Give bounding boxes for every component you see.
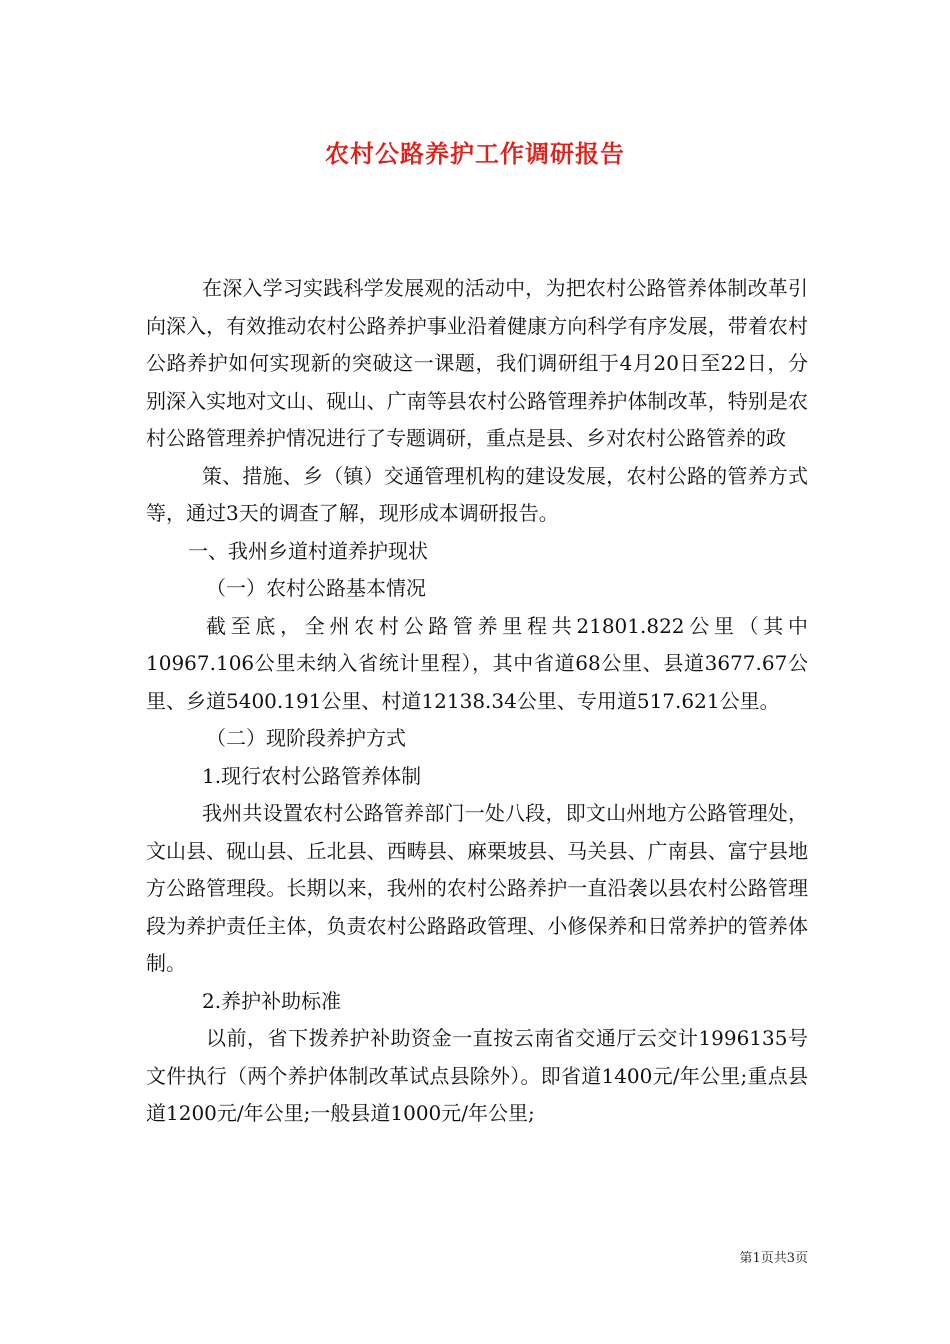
document-title: 农村公路养护工作调研报告 [325, 139, 625, 168]
subsection-heading-2: （二）现阶段养护方式 [206, 726, 406, 750]
subsection-heading-1: （一）农村公路基本情况 [206, 576, 426, 600]
paragraph-intro: 在深入学习实践科学发展观的活动中，为把农村公路管养体制改革引向深入，有效推动农村公路养护事业沿着健康方向科学有序发展，带着农村公路养护如何实现新的突破这一课题，我们调研组于4月20日至22日，分别深入实地对文山、砚山、广南等县农村公路管理养护体制改革，特别是农村公路管理养护情况进行了专题调研，重点是县、乡对农村公路管养的政 [146, 276, 808, 450]
paragraph-subsidy-standard: 以前，省下拨养护补助资金一直按云南省交通厅云交计1996135号文件执行（两个养护体制改革试点县除外）。即省道1400元/年公里;重点县道1200元/年公里;一般县道1000元/年公里; [146, 1026, 808, 1125]
paragraph-basic-situation: 截至底，全州农村公路管养里程共21801.822公里（其中10967.106公里未纳入省统计里程），其中省道68公里、县道3677.67公里、乡道5400.191公里、村道12138.34公里、专用道517.621公里。 [146, 613, 808, 713]
page-number: 第1页共3页 [739, 1251, 808, 1266]
item-heading-2: 2.养护补助标准 [202, 988, 342, 1013]
paragraph-management-system: 我州共设置农村公路管养部门一处八段，即文山州地方公路管理处，文山县、砚山县、丘北县、西畴县、麻栗坡县、马关县、广南县、富宁县地方公路管理段。长期以来，我州的农村公路养护一直沿袭以县农村公路管理段为养护责任主体，负责农村公路路政管理、小修保养和日常养护的管养体制。 [146, 801, 808, 975]
document-body [146, 270, 808, 1133]
section-heading-1: 一、我州乡道村道养护现状 [188, 538, 428, 563]
paragraph-intro-continued: 策、措施、乡（镇）交通管理机构的建设发展，农村公路的管养方式等，通过3天的调查了解，现形成本调研报告。 [146, 463, 808, 525]
item-heading-1: 1.现行农村公路管养体制 [202, 763, 422, 788]
